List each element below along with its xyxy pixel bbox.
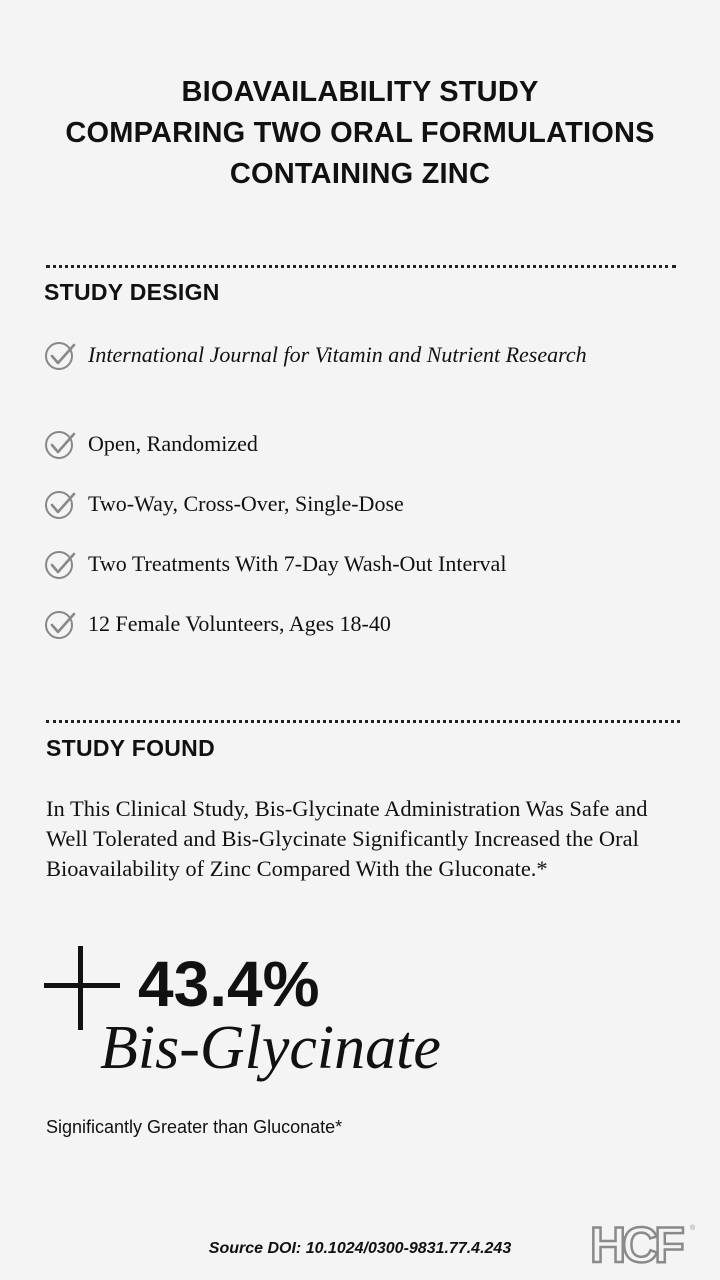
source-doi: Source DOI: 10.1024/0300-9831.77.4.243 <box>208 1240 512 1257</box>
title-line-1: BIOAVAILABILITY STUDY <box>181 76 539 108</box>
title-line-3: CONTAINING ZINC <box>229 158 491 190</box>
dotted-divider-1 <box>46 265 676 268</box>
study-design-heading: STUDY DESIGN <box>44 279 220 305</box>
page-title <box>0 72 720 195</box>
study-found-text: In This Clinical Study, Bis-Glycinate Administration Was Safe and Well Tolerated and Bis-Glycinate Significantly Increased the Oral Bioavailability of Zinc Compared With the Gluconate.* <box>46 796 648 881</box>
highlight-note: Significantly Greater than Gluconate* <box>46 1117 343 1137</box>
highlight-percent: 43.4% <box>138 948 320 1020</box>
list-item-text: Two Treatments With 7-Day Wash-Out Interval <box>88 551 507 576</box>
check-circle-icon <box>44 489 76 521</box>
check-circle-icon <box>44 609 76 641</box>
svg-text:HCF: HCF <box>590 1218 681 1268</box>
highlight-name: Bis-Glycinate <box>100 1014 441 1082</box>
list-item-text: Two-Way, Cross-Over, Single-Dose <box>88 491 404 516</box>
list-item-text: Open, Randomized <box>88 431 258 456</box>
study-found-heading: STUDY FOUND <box>46 735 215 761</box>
check-circle-icon <box>44 429 76 461</box>
title-line-2: COMPARING TWO ORAL FORMULATIONS <box>65 117 655 149</box>
dotted-divider-2 <box>46 720 680 723</box>
check-circle-icon <box>44 549 76 581</box>
list-item-text: International Journal for Vitamin and Nutrient Research <box>88 342 587 367</box>
svg-text:®: ® <box>690 1225 696 1232</box>
hcf-logo <box>590 1218 700 1268</box>
list-item-text: 12 Female Volunteers, Ages 18-40 <box>88 611 391 636</box>
check-circle-icon <box>44 340 76 372</box>
